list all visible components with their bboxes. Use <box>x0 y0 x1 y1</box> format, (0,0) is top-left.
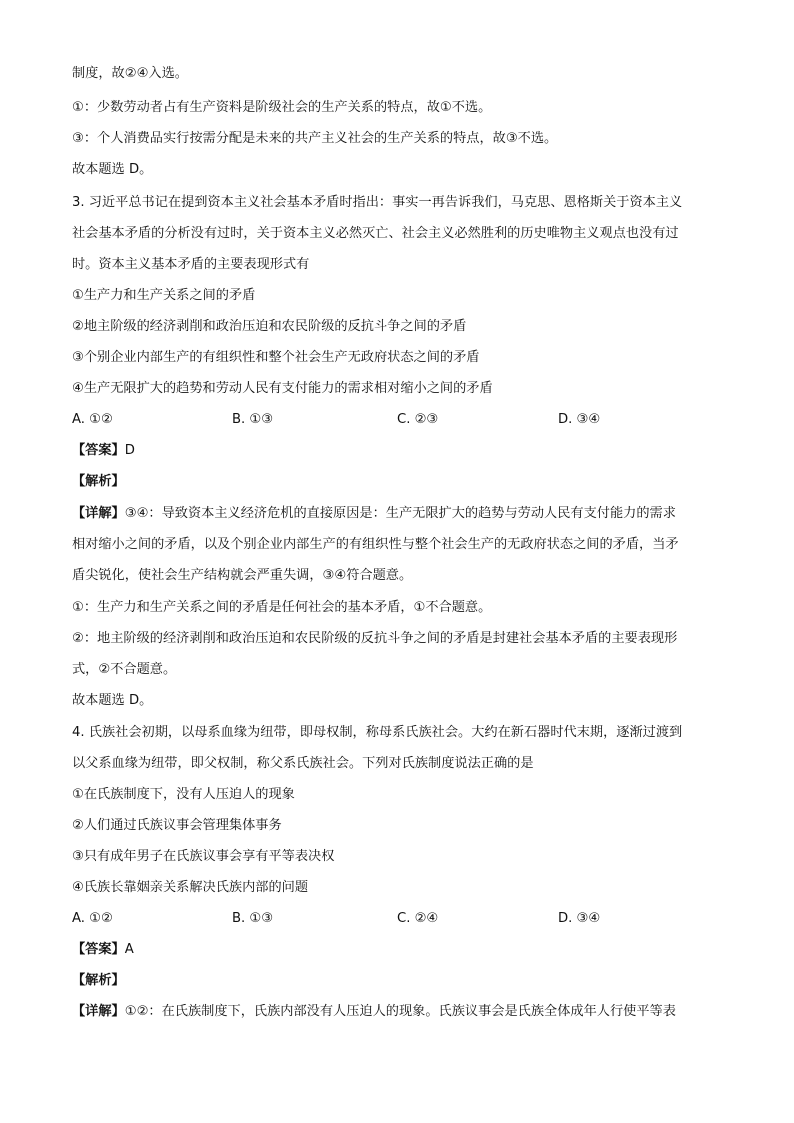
q4-analysis-label <box>72 971 728 991</box>
detail-text: ③④：导致资本主义经济危机的直接原因是：生产无限扩大的趋势与劳动人民有支付能力的需求 <box>124 506 676 521</box>
answer-value: D <box>124 443 135 458</box>
q4-option-a: A. ①② <box>72 911 113 926</box>
q4-option-c: C. ②④ <box>397 911 439 926</box>
prev-explanation-line: 制度，故②④入选。 <box>72 66 188 81</box>
q3-detail-line: ②：地主阶级的经济剥削和政治压迫和农民阶级的反抗斗争之间的矛盾是封建社会基本矛盾的主要表现形 <box>72 631 678 646</box>
q3-stem-line: 社会基本矛盾的分析没有过时，关于资本主义必然灭亡、社会主义必然胜利的历史唯物主义观点也没有过 <box>72 226 679 241</box>
q4-option-b: B. ①③ <box>232 911 274 926</box>
prev-conclusion: 故本题选 D。 <box>72 162 153 177</box>
q4-stem-line: 以父系血缘为纽带，即父权制，称父系氏族社会。下列对氏族制度说法正确的是 <box>72 756 534 771</box>
q3-detail-line <box>72 504 728 524</box>
q3-detail-line: 式，②不合题意。 <box>72 662 177 677</box>
q3-statement-3: ③个别企业内部生产的有组织性和整个社会生产无政府状态之间的矛盾 <box>72 350 480 365</box>
detail-text: ①②：在氏族制度下，氏族内部没有人压迫人的现象。氏族议事会是氏族全体成年人行使平等表 <box>124 1004 676 1019</box>
q3-conclusion: 故本题选 D。 <box>72 693 153 708</box>
q3-statement-2: ②地主阶级的经济剥削和政治压迫和农民阶级的反抗斗争之间的矛盾 <box>72 319 467 334</box>
q4-option-d: D. ③④ <box>558 911 601 926</box>
q3-analysis-label <box>72 472 728 492</box>
q3-statement-1: ①生产力和生产关系之间的矛盾 <box>72 288 256 303</box>
q4-options <box>72 909 732 929</box>
q4-detail-line <box>72 1002 728 1022</box>
answer-label: 【答案】 <box>72 443 125 458</box>
q4-answer <box>72 940 728 960</box>
analysis-label: 【解析】 <box>72 973 125 988</box>
q3-option-b: B. ①③ <box>232 412 274 427</box>
q4-statement-3: ③只有成年男子在氏族议事会享有平等表决权 <box>72 849 335 864</box>
prev-explanation-line: ③：个人消费品实行按需分配是未来的共产主义社会的生产关系的特点，故③不选。 <box>72 131 558 146</box>
q3-statement-4: ④生产无限扩大的趋势和劳动人民有支付能力的需求相对缩小之间的矛盾 <box>72 381 493 396</box>
q3-option-a: A. ①② <box>72 412 113 427</box>
q3-detail-line: 盾尖锐化，使社会生产结构就会严重失调，③④符合题意。 <box>72 568 413 583</box>
q3-detail-line: 相对缩小之间的矛盾，以及个别企业内部生产的有组织性与整个社会生产的无政府状态之间的矛盾，当矛 <box>72 537 679 552</box>
q3-option-c: C. ②③ <box>397 412 439 427</box>
detail-label: 【详解】 <box>72 1004 125 1019</box>
q3-option-d: D. ③④ <box>558 412 601 427</box>
analysis-label: 【解析】 <box>72 474 125 489</box>
prev-explanation-line: ①：少数劳动者占有生产资料是阶级社会的生产关系的特点，故①不选。 <box>72 100 492 115</box>
answer-value: A <box>124 942 134 957</box>
answer-label: 【答案】 <box>72 942 125 957</box>
q3-stem-line: 时。资本主义基本矛盾的主要表现形式有 <box>72 257 310 272</box>
q4-stem-line: 4. 氏族社会初期，以母系血缘为纽带，即母权制，称母系氏族社会。大约在新石器时代末期，逐渐过渡到 <box>72 725 683 740</box>
q3-options <box>72 410 732 430</box>
q4-statement-2: ②人们通过氏族议事会管理集体事务 <box>72 818 282 833</box>
q3-stem-line: 3. 习近平总书记在提到资本主义社会基本矛盾时指出：事实一再告诉我们，马克思、恩格斯关于资本主义 <box>72 195 683 210</box>
q4-statement-1: ①在氏族制度下，没有人压迫人的现象 <box>72 787 295 802</box>
q3-answer <box>72 441 728 461</box>
q4-statement-4: ④氏族长靠姻亲关系解决氏族内部的问题 <box>72 880 309 895</box>
q3-detail-line: ①：生产力和生产关系之间的矛盾是任何社会的基本矛盾，①不合题意。 <box>72 600 492 615</box>
detail-label: 【详解】 <box>72 506 125 521</box>
